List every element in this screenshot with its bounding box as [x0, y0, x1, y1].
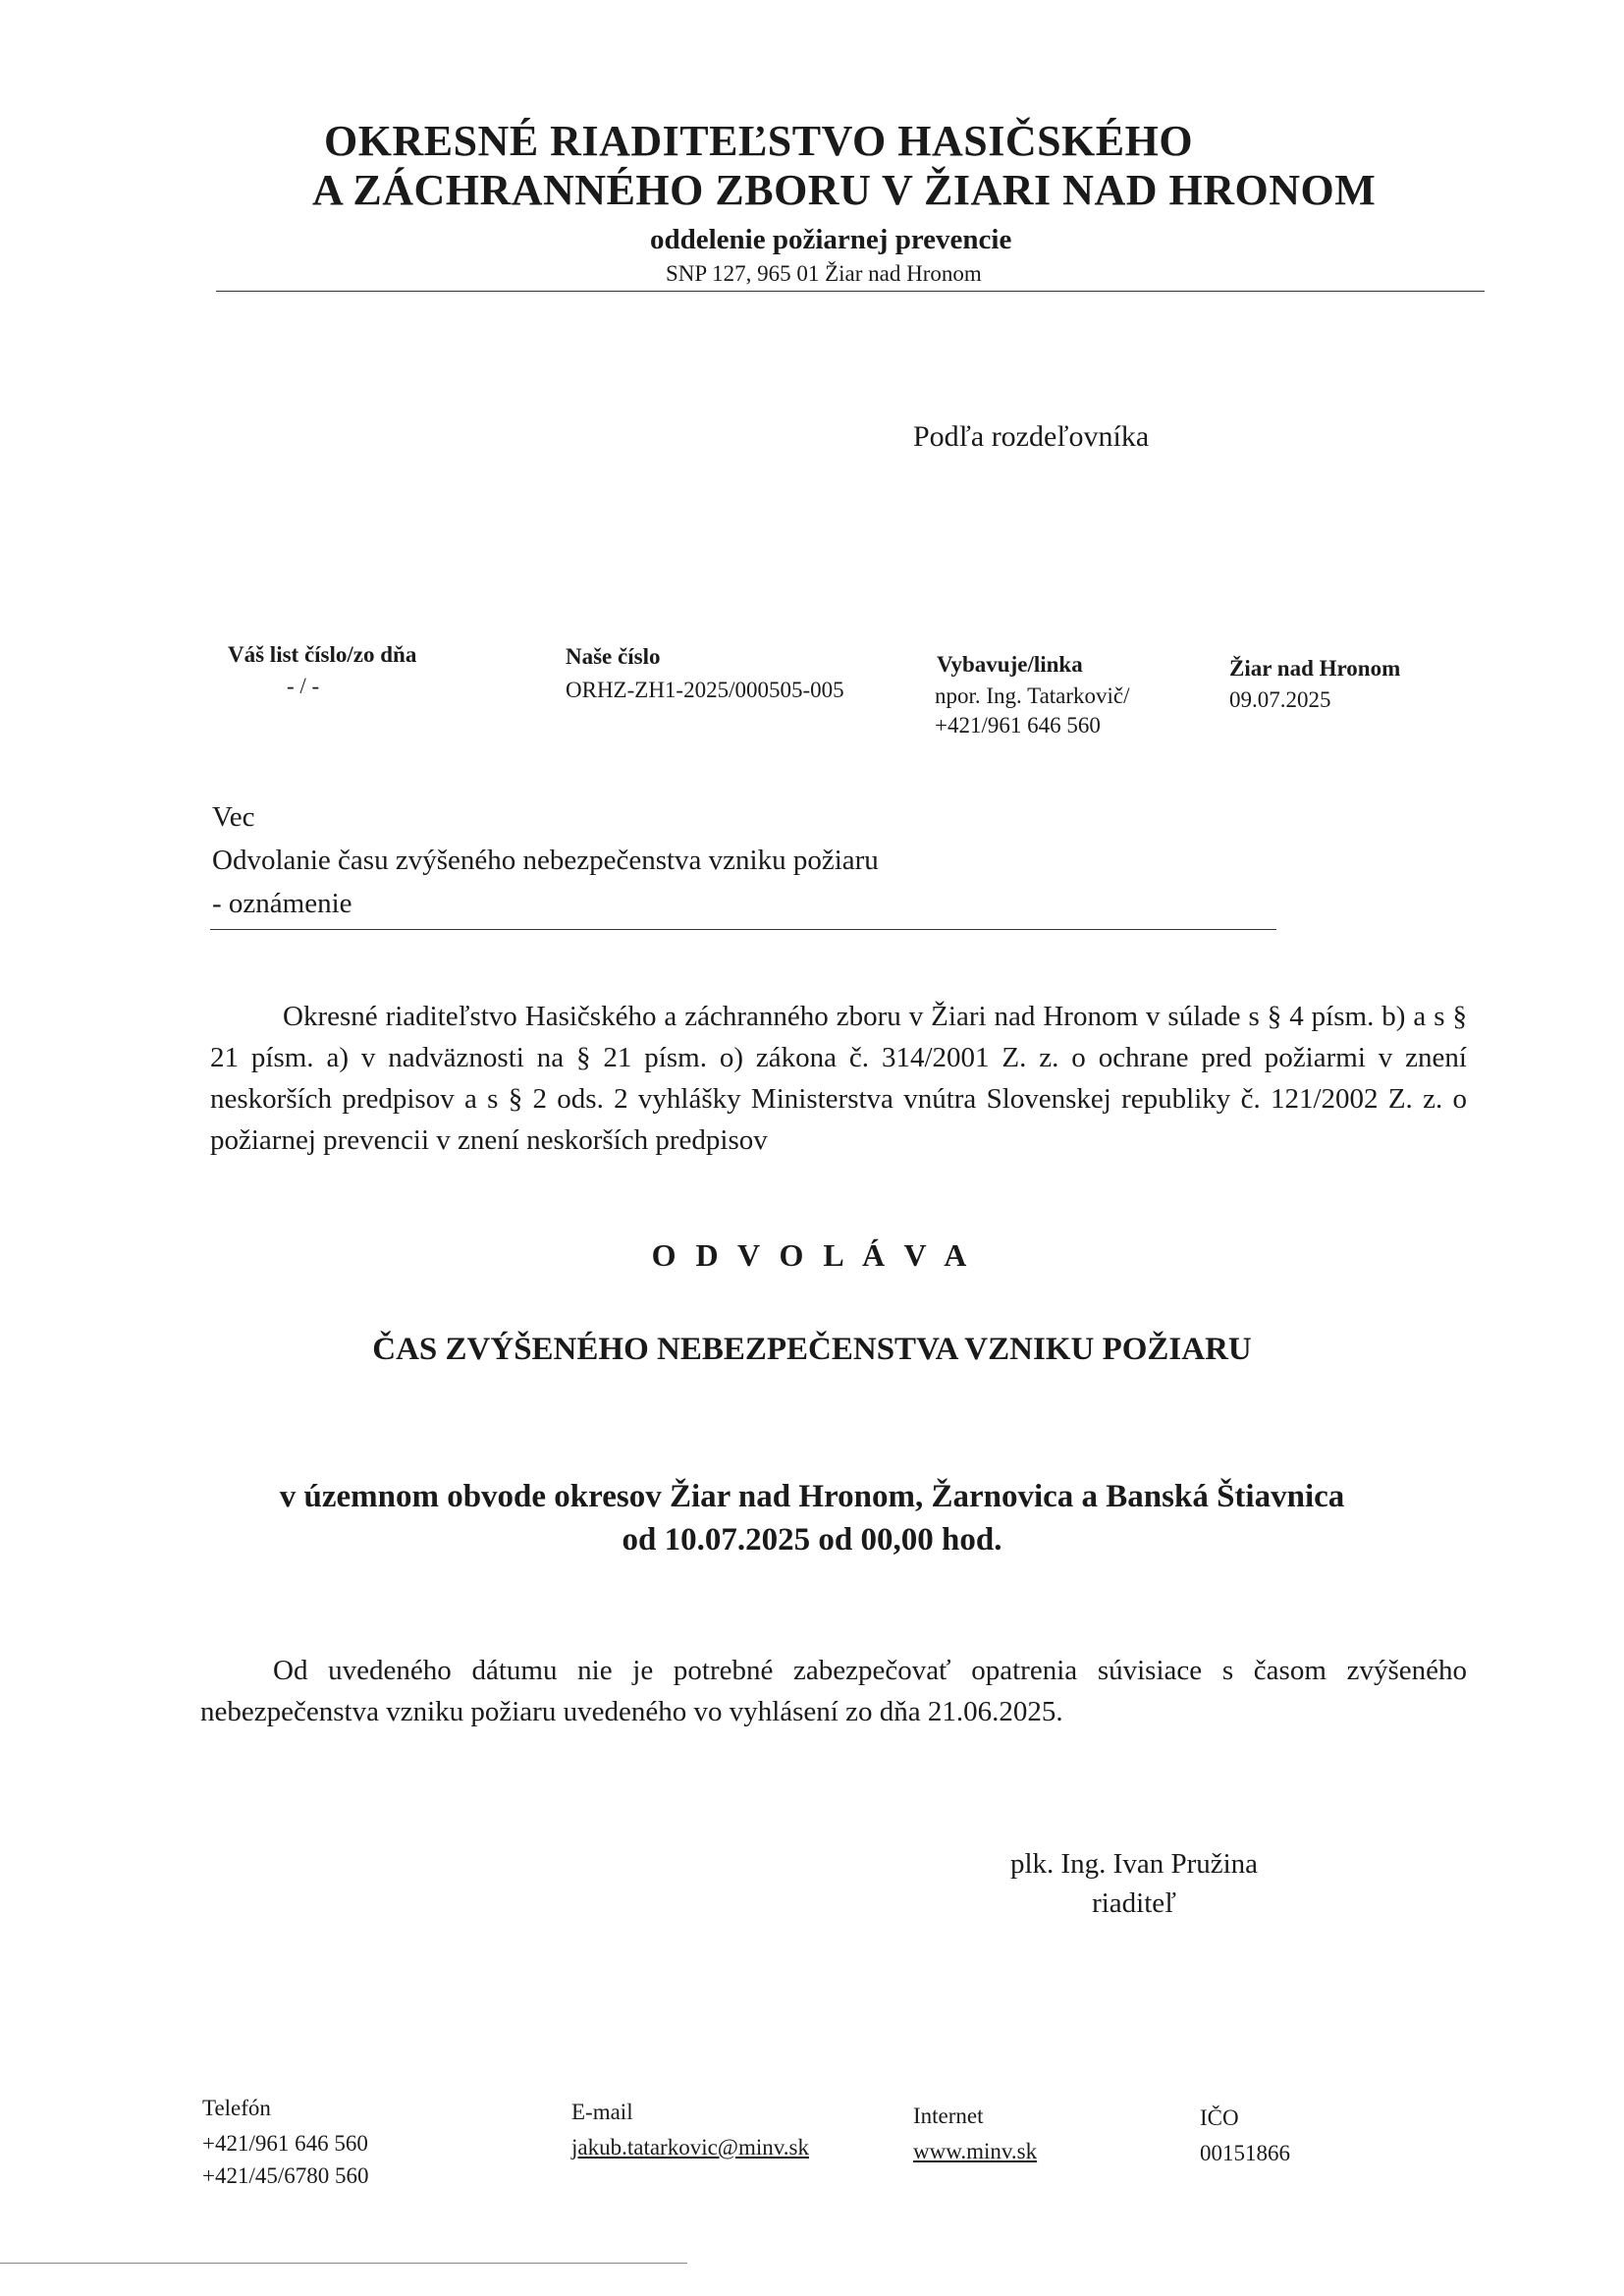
subject-line-2: - oznámenie — [212, 888, 352, 919]
place-label: Žiar nad Hronom — [1229, 656, 1401, 681]
footer-internet-label: Internet — [913, 2104, 984, 2128]
footer-internet-block — [913, 2104, 1037, 2167]
your-letter-label: Váš list číslo/zo dňa — [228, 642, 417, 667]
our-number-label: Naše číslo — [566, 644, 661, 669]
footer-phone-label: Telefón — [202, 2096, 271, 2120]
body-intro: Okresné riaditeľstvo Hasičského a záchranného zboru v Žiari nad Hronom v súlade s § 4 písm. b) a s § 21 písm. a) v nadväznosti na § 21 písm. o) zákona č. 314/2001 Z. z. o ochrane pred požiarmi v znení neskorších predpisov a s § 2 ods. 2 vyhlášky Ministerstva vnútra Slovenskej republiky č. 121/2002 Z. z. o požiarnej prevencii v znení neskorších predpisov — [210, 1001, 1467, 1156]
subject-line-1: Odvolanie času zvýšeného nebezpečenstva vzniku požiaru — [212, 845, 879, 876]
header-line-1: OKRESNÉ RIADITEĽSTVO HASIČSKÉHO — [324, 117, 1194, 165]
document-date: 09.07.2025 — [1229, 687, 1331, 712]
footer-internet-link[interactable]: www.minv.sk — [913, 2139, 1038, 2163]
header-divider — [216, 291, 1485, 292]
handled-by-value: npor. Ing. Tatarkovič/ — [935, 683, 1130, 708]
your-letter-value: - / - — [287, 674, 320, 698]
handled-by-label: Vybavuje/linka — [937, 652, 1083, 677]
header-line-2: A ZÁCHRANNÉHO ZBORU V ŽIARI NAD HRONOM — [312, 166, 1377, 214]
header-address: SNP 127, 965 01 Žiar nad Hronom — [666, 261, 982, 286]
footer-ico-label: IČO — [1200, 2105, 1239, 2130]
body-where-line-2: od 10.07.2025 od 00,00 hod. — [622, 1522, 1002, 1558]
body-verb: O D V O L Á V A — [651, 1237, 973, 1273]
subject-label: Vec — [212, 801, 255, 833]
handled-by-phone: +421/961 646 560 — [935, 713, 1101, 738]
body-closing: Od uvedeného dátumu nie je potrebné zabezpečovať opatrenia súvisiace s časom zvýšeného nebezpečenstva vzniku požiaru uvedeného vo vyhlásení zo dňa 21.06.2025. — [200, 1655, 1467, 1727]
body-where-line-1: v územnom obvode okresov Žiar nad Hronom, Žarnovica a Banská Štiavnica — [279, 1479, 1345, 1514]
signature-title: riaditeľ — [1092, 1887, 1176, 1919]
addressee: Podľa rozdeľovníka — [913, 420, 1150, 453]
footer-email-block — [571, 2100, 809, 2163]
footer-phone-1: +421/961 646 560 — [202, 2131, 368, 2156]
footer-phone-2: +421/45/6780 560 — [202, 2163, 369, 2188]
footer-email-label: E-mail — [571, 2100, 633, 2124]
our-number-value: ORHZ-ZH1-2025/000505-005 — [566, 678, 844, 702]
footer-email-link[interactable]: jakub.tatarkovic@minv.sk — [571, 2135, 809, 2159]
signature-name: plk. Ing. Ivan Pružina — [1009, 1848, 1259, 1880]
signature-block — [992, 1844, 1276, 1923]
footer-ico-block — [1200, 2105, 1290, 2169]
subject-divider — [210, 929, 1276, 930]
header-department: oddelenie požiarnej prevencie — [650, 224, 1012, 255]
footer-phone-block — [202, 2096, 369, 2192]
footer-edge-line — [0, 2263, 687, 2264]
body-what: ČAS ZVÝŠENÉHO NEBEZPEČENSTVA VZNIKU POŽIARU — [372, 1332, 1252, 1367]
subject-block — [212, 795, 879, 925]
footer-ico-value: 00151866 — [1200, 2141, 1290, 2165]
